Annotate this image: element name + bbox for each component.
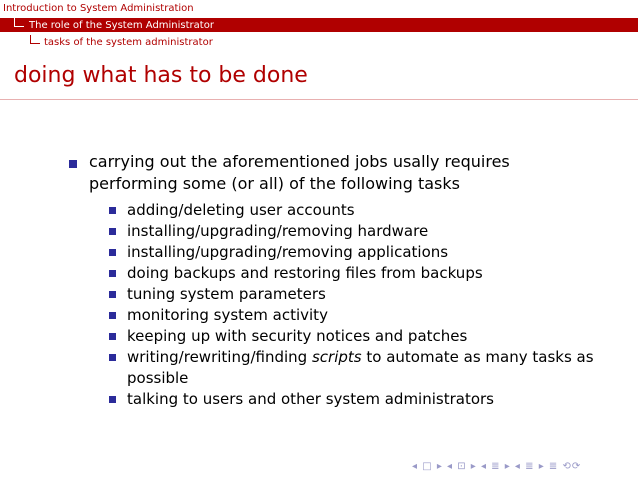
breadcrumb-subsection-label: The role of the System Administrator [29, 20, 214, 31]
square-bullet-icon [109, 333, 116, 340]
tree-corner-icon [30, 35, 40, 44]
square-bullet-icon [109, 249, 116, 256]
square-bullet-icon [109, 396, 116, 403]
breadcrumb-subsubsection-label: tasks of the system administrator [44, 37, 213, 48]
main-list-item: carrying out the aforementioned jobs usally requires performing some (or all) of the following tasks [89, 152, 510, 193]
square-bullet-icon [109, 312, 116, 319]
navigation-symbols[interactable]: ◂ □ ▸ ◂ ⊡ ▸ ◂ ≣ ▸ ◂ ≣ ▸ ≣ ⟲⟳ [412, 461, 582, 472]
breadcrumb-section-label: Introduction to System Administration [3, 3, 194, 14]
square-bullet-icon [109, 228, 116, 235]
square-bullet-icon [109, 207, 116, 214]
breadcrumb-subsection[interactable] [0, 18, 638, 32]
breadcrumb-section[interactable] [0, 2, 638, 15]
frame-title: doing what has to be done [14, 63, 308, 88]
tree-corner-icon [14, 18, 24, 27]
square-bullet-icon [109, 291, 116, 298]
square-bullet-icon [69, 160, 77, 168]
square-bullet-icon [109, 270, 116, 277]
title-divider [0, 99, 638, 100]
square-bullet-icon [109, 354, 116, 361]
